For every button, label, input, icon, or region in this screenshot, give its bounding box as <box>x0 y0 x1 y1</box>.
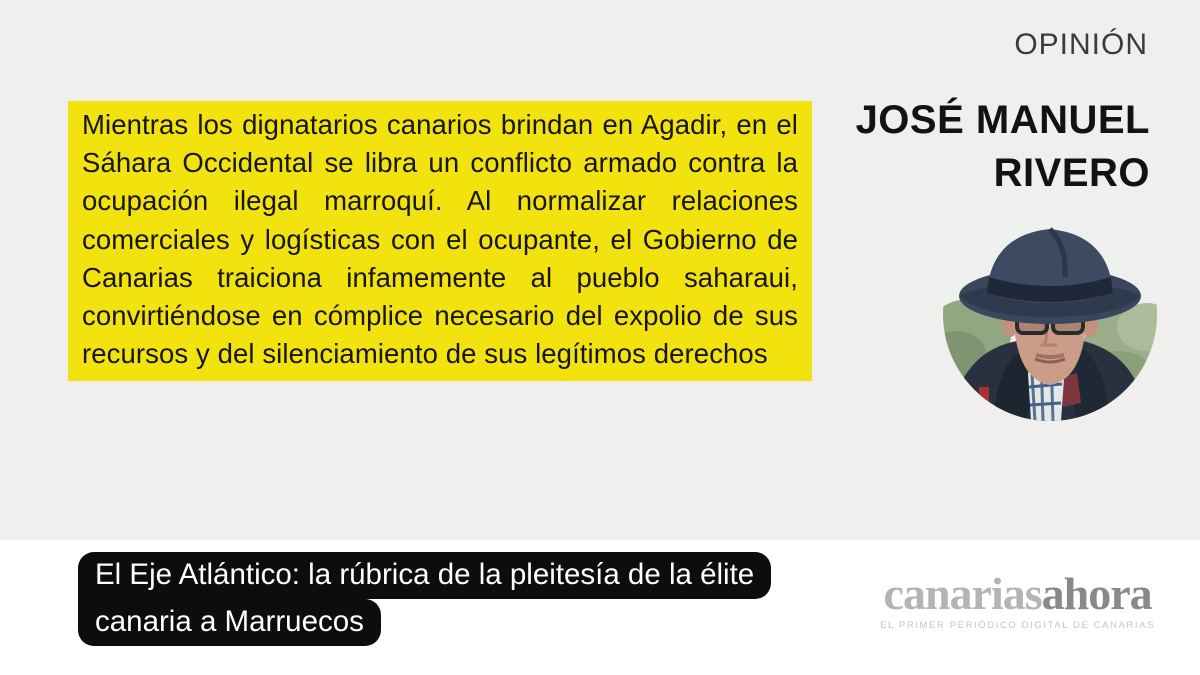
author-photo <box>943 207 1157 421</box>
section-label: OPINIÓN <box>1014 28 1148 61</box>
author-portrait-illustration <box>943 207 1157 421</box>
logo-tagline: EL PRIMER PERIÓDICO DIGITAL DE CANARIAS <box>880 620 1155 631</box>
logo-word-ahora: ahora <box>1041 568 1152 619</box>
highlighted-quote-block <box>68 101 812 381</box>
headline <box>78 552 771 646</box>
author-name-line1: JOSÉ MANUEL <box>855 98 1150 142</box>
author-name-line2: RIVERO <box>993 151 1150 195</box>
headline-line1: El Eje Atlántico: la rúbrica de la pleitesía de la élite <box>78 552 771 599</box>
logo-wordmark <box>880 568 1155 619</box>
quote-text: Mientras los dignatarios canarios brindan en Agadir, en el Sáhara Occidental se libra un conflicto armado contra la ocupación ilegal marroquí. Al normalizar relaciones comerciales y logísticas con el ocupante, el Gobierno de Canarias traiciona infamemente al pueblo saharaui, convirtiéndose en cómplice necesario del expolio de sus recursos y del silenciamiento de sus legítimos derechos <box>82 109 798 370</box>
footer-band <box>0 540 1200 675</box>
logo-word-canarias: canarias <box>883 568 1042 619</box>
author-name <box>856 94 1150 200</box>
publication-logo <box>880 568 1155 631</box>
headline-line2: canaria a Marruecos <box>78 599 381 646</box>
